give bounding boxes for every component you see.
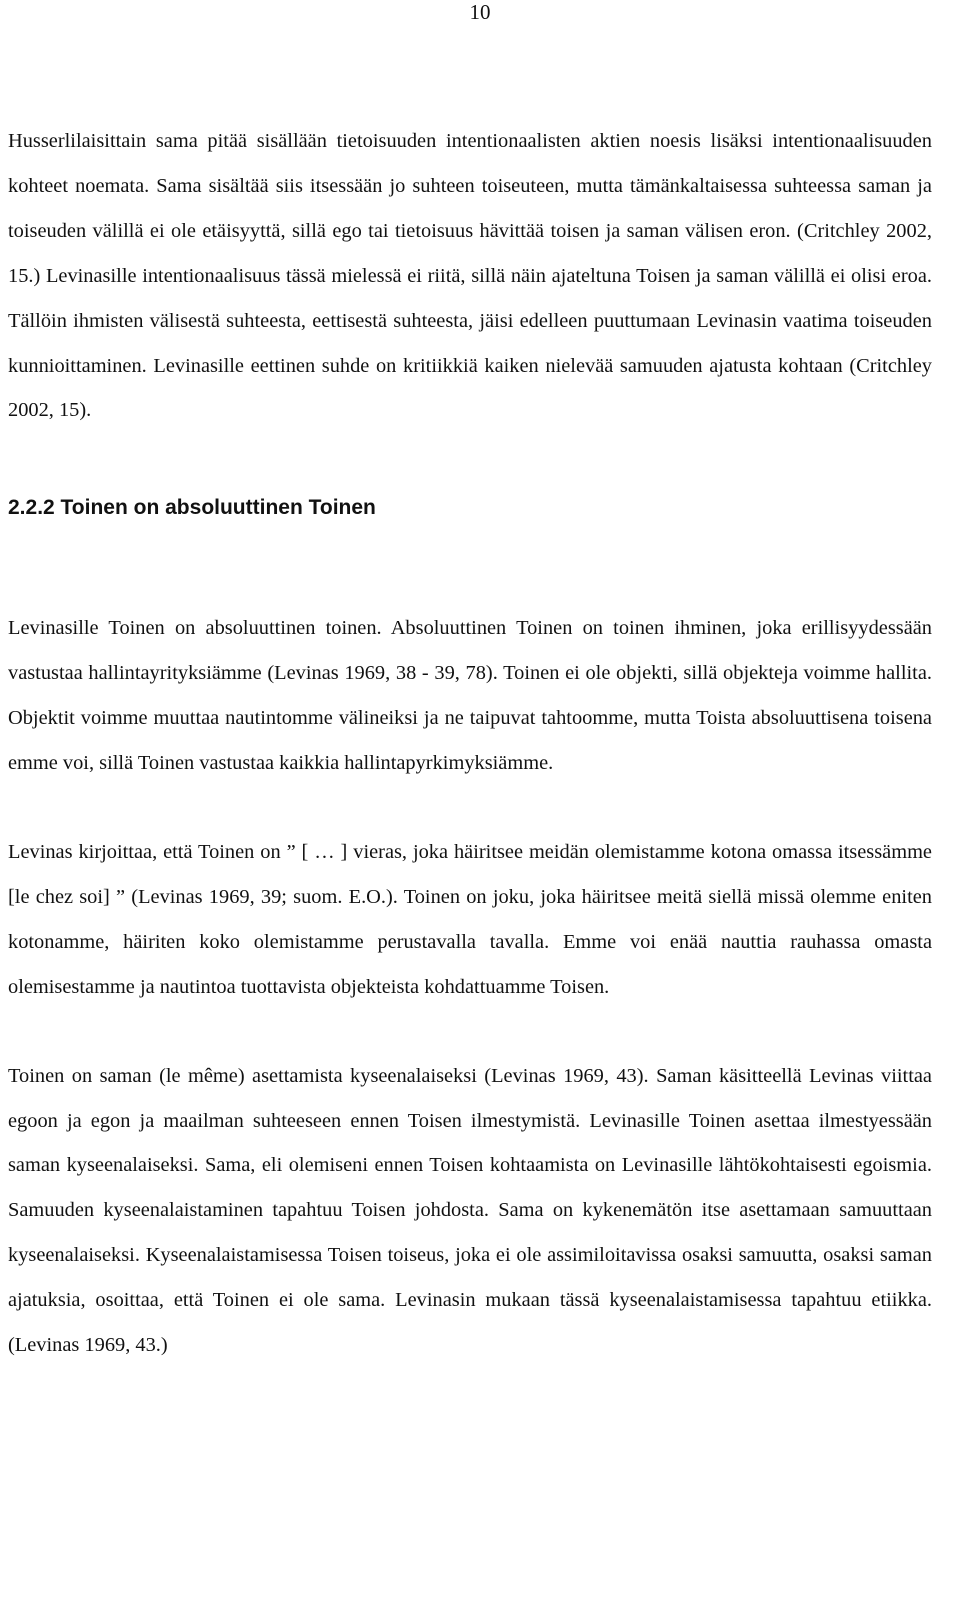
spacer — [8, 1010, 932, 1054]
paragraph-same-questioned: Toinen on saman (le même) asettamista kyseenalaiseksi (Levinas 1969, 43). Saman käsitteellä Levinas viittaa egoon ja egon ja maailman suhteeseen ennen Toisen ilmestymistä. Levinasille Toinen asettaa ilmestyessään saman kyseenalaiseksi. Sama, eli olemiseni ennen Toisen kohtaamista on Levinasille lähtökohtaisesti egoismia. Samuuden kyseenalaistaminen tapahtuu Toisen johdosta. Sama on kykenemätön itse asettamaan samuuttaan kyseenalaiseksi. Kyseenalaistamisessa Toisen toiseus, joka ei ole assimiloitavissa osaksi samuutta, osaksi saman ajatuksia, osoittaa, että Toinen ei ole sama. Levinasin mukaan tässä kyseenalaistamisessa tapahtuu etiikka. (Levinas 1969, 43.) — [8, 1064, 932, 1357]
spacer — [8, 786, 932, 830]
spacer — [8, 433, 932, 494]
section-heading: 2.2.2 Toinen on absoluuttinen Toinen — [8, 496, 376, 520]
paragraph-stranger: Levinas kirjoittaa, että Toinen on ” [ … ] vieras, joka häiritsee meidän olemistamme kotona omassa itsessämme [le chez soi] ” (Levinas 1969, 39; suom. E.O.). Toinen on joku, joka häiritsee meitä siellä missä olemme eniten kotonamme, häiriten koko olemistamme perustavalla tavalla. Emme voi enää nauttia rauhassa omasta olemisestamme ja nautintoa tuottavista objekteista kohdattuamme Toisen. — [8, 840, 932, 998]
paragraph-intentionality: Husserlilaisittain sama pitää sisällään tietoisuuden intentionaalisten aktien noesis lisäksi intentionaalisuuden kohteet noemata. Sama sisältää siis itsessään jo suhteen toiseuteen, mutta tämänkaltaisessa suhteessa saman ja toiseuden välillä ei ole etäisyyttä, sillä ego tai tietoisuus hävittää toisen ja saman välisen eron. (Critchley 2002, 15.) Levinasille intentionaalisuus tässä mielessä ei riitä, sillä näin ajateltuna Toisen ja saman välillä ei olisi eroa. Tällöin ihmisten välisestä suhteesta, eettisestä suhteesta, jäisi edelleen puuttumaan Levinasin vaatima toiseuden kunnioittaminen. Levinasille eettinen suhde on kritiikkiä kaiken nielevää samuuden ajatusta kohtaan (Critchley 2002, 15). — [8, 130, 932, 422]
page-content — [8, 119, 932, 1368]
spacer — [8, 522, 932, 606]
page-number: 10 — [469, 0, 491, 24]
paragraph-absolute-other: Levinasille Toinen on absoluuttinen toinen. Absoluuttinen Toinen on toinen ihminen, joka erillisyydessään vastustaa hallintayrityksiämme (Levinas 1969, 38 - 39, 78). Toinen ei ole objekti, sillä objekteja voimme hallita. Objektit voimme muuttaa nautintomme välineiksi ja ne taipuvat tahtoomme, mutta Toista absoluuttisena toisena emme voi, sillä Toinen vastustaa kaikkia hallintapyrkimyksiämme. — [8, 617, 932, 775]
